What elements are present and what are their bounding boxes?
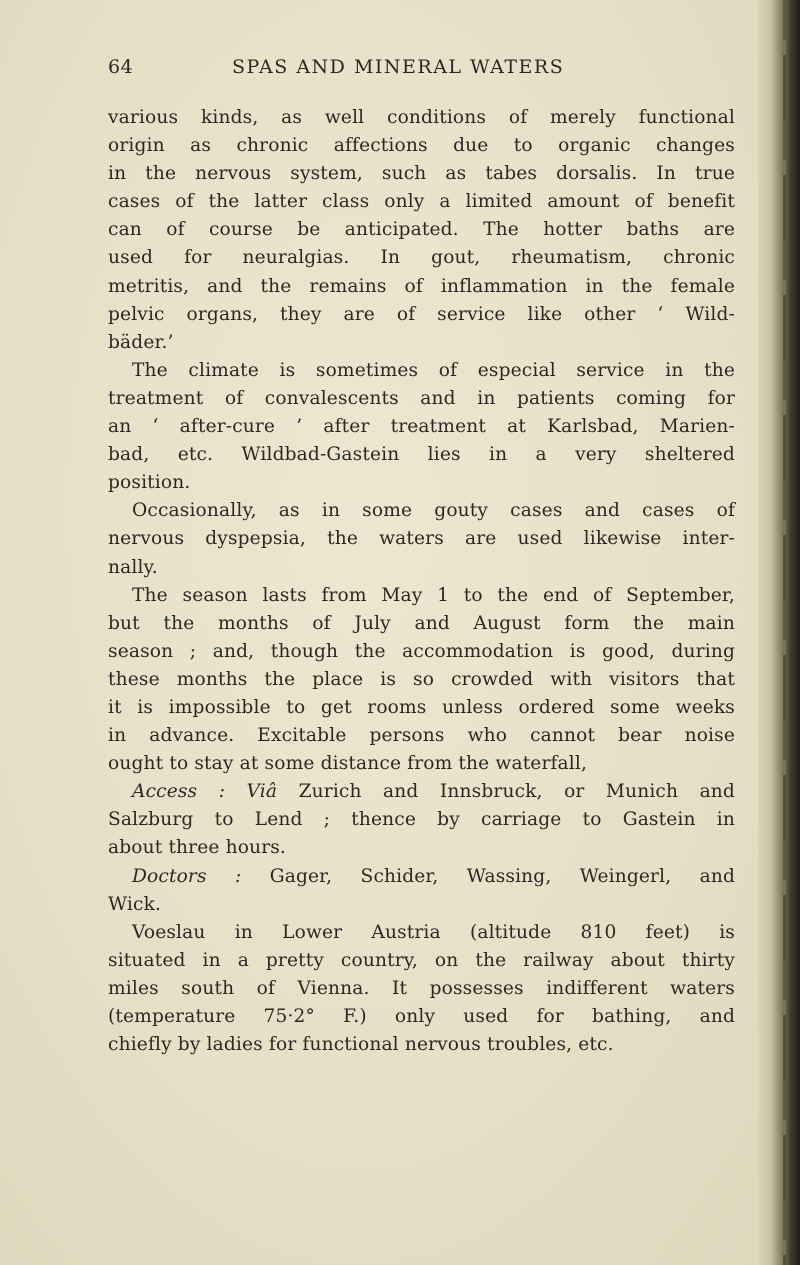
text-line: The climate is sometimes of especial service in the (132, 359, 735, 381)
text-line: an ‘ after-cure ’ after treatment at Karlsbad, Marien- (108, 416, 735, 438)
text-line: used for neuralgias. In gout, rheumatism, chronic (108, 247, 735, 269)
text-line: (temperature 75·2° F.) only used for bathing, and (108, 1006, 735, 1027)
text-line: bäder.’ (108, 331, 174, 353)
text-line: pelvic organs, they are of service like other ‘ Wild- (108, 303, 735, 325)
text-line: nally. (108, 556, 158, 578)
text-line: cases of the latter class only a limited amount of benefit (108, 191, 735, 213)
text-line: these months the place is so crowded with visitors that (108, 668, 735, 690)
text-line: chiefly by ladies for functional nervous troubles, etc. (108, 1034, 614, 1056)
running-head: SPAS AND MINERAL WATERS (232, 56, 565, 78)
text-line: season ; and, though the accommodation is good, during (108, 640, 735, 662)
doctors-label: Doctors : (132, 865, 242, 887)
text-line: Occasionally, as in some gouty cases and cases of (132, 500, 735, 522)
text-line: in advance. Excitable persons who cannot bear noise (108, 725, 735, 747)
text-line: can of course be anticipated. The hotter baths are (108, 219, 735, 241)
text-line: but the months of July and August form the main (108, 612, 735, 634)
text-line: position. (108, 472, 191, 494)
text-line: Voeslau in Lower Austria (altitude 810 feet) is (132, 921, 735, 943)
doctors-text: Gager, Schider, Wassing, Weingerl, and (241, 865, 735, 887)
text-line: nervous dyspepsia, the waters are used likewise inter- (108, 528, 735, 550)
body-text (108, 104, 735, 1059)
text-line: The season lasts from May 1 to the end of September, (132, 584, 735, 606)
text-line: situated in a pretty country, on the railway about thirty (108, 949, 735, 971)
page-header (0, 56, 800, 86)
text-line: about three hours. (108, 837, 286, 859)
text-line: miles south of Vienna. It possesses indifferent waters (108, 977, 735, 999)
page-number: 64 (108, 56, 134, 78)
text-line: Wick. (108, 893, 162, 915)
access-text: Zurich and Innsbruck, or Munich and (277, 781, 735, 803)
text-line: it is impossible to get rooms unless ordered some weeks (108, 696, 735, 718)
text-line: metritis, and the remains of inflammation in the female (108, 275, 735, 297)
text-line: Salzburg to Lend ; thence by carriage to Gastein in (108, 809, 735, 831)
text-line: bad, etc. Wildbad-Gastein lies in a very sheltered (108, 444, 735, 466)
book-binding-edge (758, 0, 800, 1265)
text-line: in the nervous system, such as tabes dorsalis. In true (108, 163, 735, 185)
text-line (108, 778, 735, 806)
access-label: Access : Viâ (132, 781, 278, 803)
text-line: ought to stay at some distance from the waterfall, (108, 753, 588, 775)
text-line: origin as chronic affections due to organic changes (108, 135, 735, 157)
text-line: treatment of convalescents and in patients coming for (108, 387, 735, 409)
book-binding-shadow (783, 0, 786, 1265)
text-line (108, 863, 735, 891)
text-line: various kinds, as well conditions of merely functional (108, 107, 735, 128)
